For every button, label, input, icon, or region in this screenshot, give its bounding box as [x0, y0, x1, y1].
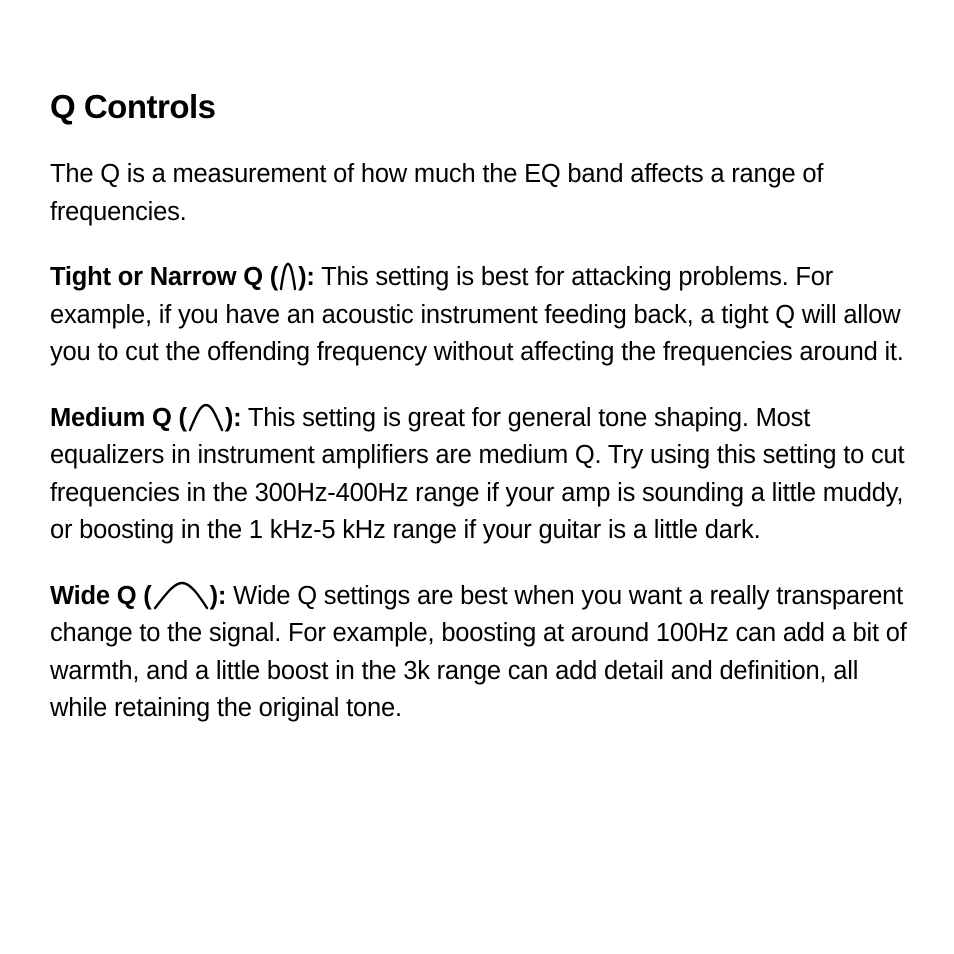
narrow-q-label: Tight or Narrow Q ( [50, 263, 279, 291]
medium-q-label: Medium Q ( [50, 403, 187, 432]
document-page [50, 88, 920, 756]
wide-q-heading [50, 582, 226, 610]
intro-paragraph: The Q is a measurement of how much the EQ band affects a range of frequencies. [50, 160, 824, 226]
narrow-q-close: ): [298, 263, 315, 291]
wide-q-paragraph [50, 578, 920, 728]
narrow-q-paragraph [50, 259, 920, 372]
medium-peak-curve-icon [187, 402, 225, 432]
medium-q-paragraph [50, 400, 920, 550]
medium-q-close: ): [224, 403, 242, 432]
page-title: Q Controls [50, 88, 216, 125]
wide-peak-curve-icon [152, 580, 210, 610]
narrow-q-heading [50, 263, 315, 291]
narrow-q-body: This setting is best for attacking problems. For example, if you have an acoustic instrument feeding back, a tight Q will allow you to cut the offending frequency without affecting the frequencies around it. [50, 263, 904, 366]
wide-q-label: Wide Q ( [50, 581, 152, 610]
medium-q-heading [50, 404, 241, 432]
medium-q-body: This setting is great for general tone shaping. Most equalizers in instrument amplifiers are medium Q. Try using this setting to cut frequencies in the 300Hz-400Hz range if your amp is sounding a little muddy, or boosting in the 1 kHz-5 kHz range if your guitar is a little dark. [50, 403, 905, 544]
wide-q-body: Wide Q settings are best when you want a really transparent change to the signal. For example, boosting at around 100Hz can add a bit of warmth, and a little boost in the 3k range can add detail and definition, all while retaining the original tone. [50, 581, 907, 722]
narrow-peak-curve-icon [278, 261, 298, 291]
wide-q-close: ): [209, 581, 227, 610]
